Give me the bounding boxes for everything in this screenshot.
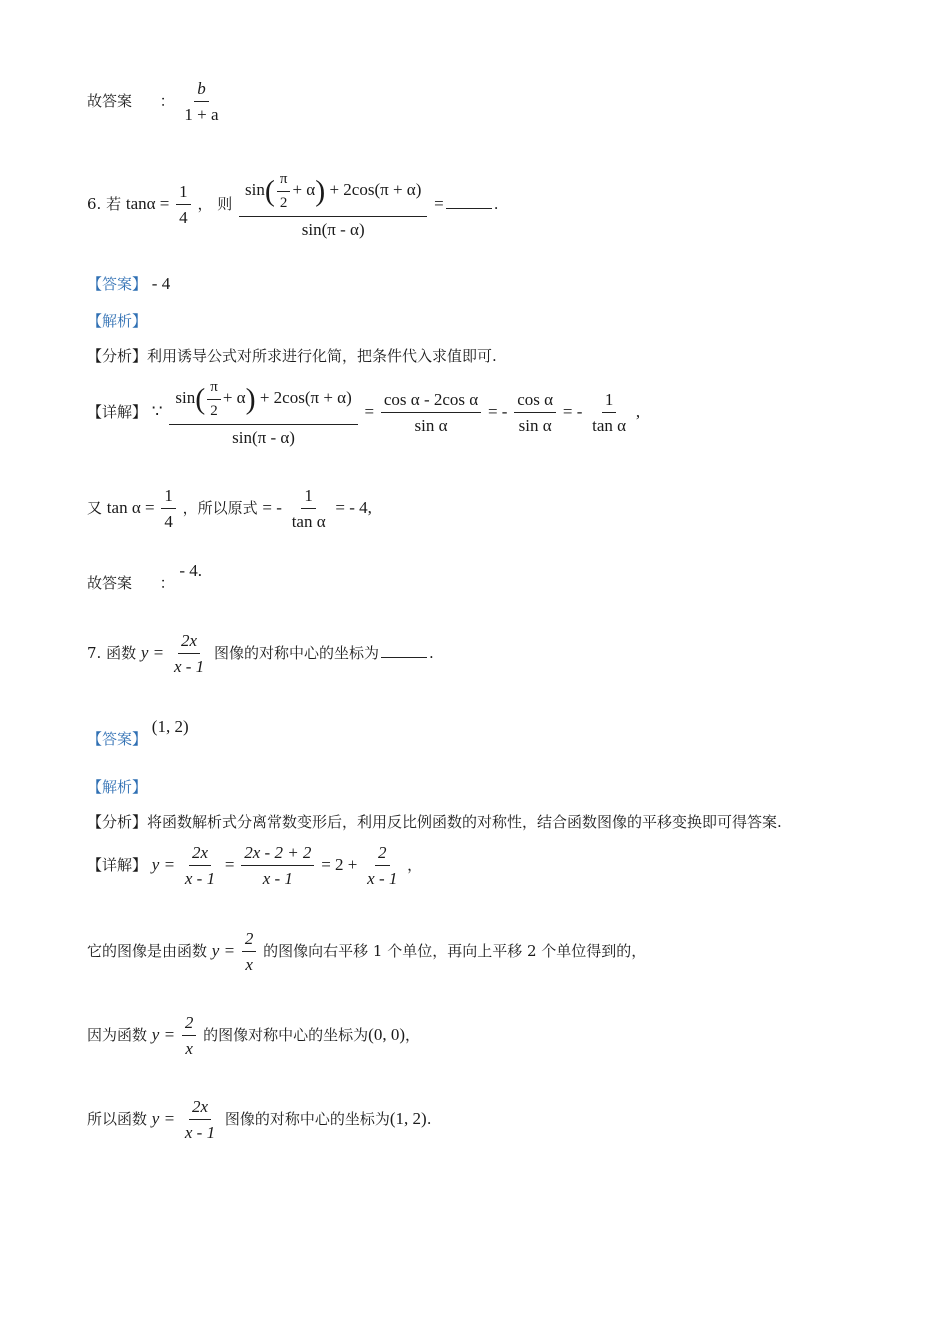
frac-num: 2x [178,630,200,654]
l3-pre: 所以函数 [87,1109,148,1128]
d-eq1: = [224,854,235,874]
frac-den: x - 1 [367,869,398,889]
frac-num: 2 [182,1012,197,1036]
l1-post: 的图像向右平移 1 个单位，再向上平移 2 个单位得到的， [263,941,647,960]
frac-num: 1 [161,485,176,509]
a7-line-1 [87,928,646,976]
a6-also-line [87,485,372,533]
a7-fenxi-line [87,811,782,832]
q7-lhs: y = [140,642,165,662]
l2-post: 的图像对称中心的坐标为 [203,1025,369,1044]
d-f3 [364,842,400,890]
a7-line-2 [87,1012,420,1060]
a6-analysis-line [87,310,147,331]
q7-end: . [428,643,434,662]
frac-den: sin α [518,416,552,436]
fenxi-tag: 【分析】 [87,347,148,365]
detail-tag: 【详解】 [87,402,148,421]
l2-pre: 因为函数 [87,1025,148,1044]
a6-f2 [381,389,481,437]
q7-fraction [171,630,207,678]
frac-num: 2 [375,842,390,866]
l2-lhs: y = [151,1024,176,1044]
q6-comma: ， [197,194,213,213]
frac-den: 2 [210,402,218,419]
q6-blank [446,194,492,209]
frac-num: 2x [189,1096,211,1120]
paren-close: ) [245,382,256,416]
frac-den: x [185,1039,193,1059]
l1-pre: 它的图像是由函数 [87,941,208,960]
a6-comma: , [635,401,641,421]
because-symbol: ∵ [151,401,163,421]
a6-answer-line [87,273,170,294]
frac-den: 4 [179,208,188,228]
prev-answer-fraction [181,78,221,126]
frac-den: 4 [164,512,173,532]
so-eq: = - [262,497,282,517]
analysis-tag: 【解析】 [87,312,148,330]
final-value: - 4. [179,561,203,580]
frac-den: x - 1 [184,1123,216,1143]
analysis-tag: 【解析】 [87,778,148,796]
l1-fraction [242,928,257,976]
f1-num [169,378,357,425]
answer-tag: 【答案】 [87,730,148,748]
frac-den: x - 1 [184,869,216,889]
question-6 [87,170,499,240]
eq2: = - [487,401,508,421]
frac-den: tan α [291,512,326,532]
prev-answer-label: 故答案 [87,91,133,110]
so-fraction [289,485,329,533]
l1-lhs: y = [211,940,236,960]
eq1: = [364,401,375,421]
frac-den: x [245,955,253,975]
d-f1 [182,842,218,890]
a6-f1 [169,378,357,448]
frac-num: 2x - 2 + 2 [241,842,314,866]
q6-expression [239,170,427,240]
a6-final-line [87,561,203,593]
a7-detail-line [87,842,422,890]
a7-answer-line [87,716,189,748]
frac-num: π [277,170,291,192]
fenxi-text: 将函数解析式分离常数变形后，利用反比例函数的对称性，结合函数图像的平移变换即可得答案. [147,813,782,831]
fenxi-text: 利用诱导公式对所求进行化简，把条件代入求值即可. [147,347,497,365]
q7-blank [381,643,427,658]
expr-plus-alpha: + α [292,180,316,200]
q6-end: . [493,194,499,213]
detail-tag: 【详解】 [87,855,148,874]
q6-eq: = [434,193,444,213]
l2-value: (0, 0) [368,1024,405,1044]
frac-den: x - 1 [262,869,293,889]
f1-sin: sin [175,388,196,408]
eq3: = - [562,401,583,421]
f1-plus-alpha: + α [222,388,246,408]
a6-f3 [514,389,556,437]
q7-text: 图像的对称中心的坐标为 [213,643,379,662]
frac-den: 2 [279,194,288,211]
q7-number: 7. 函数 [87,643,137,662]
also-lhs: tan α = [106,497,155,517]
q6-then: 则 [217,194,233,213]
q6-cond-fraction [176,181,191,229]
a7-analysis-line [87,776,147,797]
d-eq2: = 2 + [321,854,358,874]
q6-cond-lhs: tanα = [125,193,170,213]
l3-fraction [182,1096,218,1144]
expr-pi-frac [277,170,291,213]
a6-f4 [589,389,629,437]
frac-num: 2 [242,928,257,952]
frac-num: 2x [189,842,211,866]
a6-detail-line [87,378,640,448]
frac-den: 1 + a [184,105,219,125]
final-colon: ： [159,574,175,592]
so-text: ，所以原式 [182,498,258,517]
frac-num: cos α - 2cos α [381,389,481,413]
frac-den: tan α [592,416,627,436]
fenxi-tag: 【分析】 [87,813,148,831]
paren-close: ) [315,174,326,208]
frac-num: b [194,78,209,102]
expr-den: sin(π - α) [301,219,365,239]
f1-cos-term: + 2cos(π + α) [259,388,352,408]
question-7 [87,630,434,678]
d-lhs: y = [151,854,176,874]
frac-den: x - 1 [173,657,205,677]
paren-open: ( [195,382,206,416]
l3-lhs: y = [151,1108,176,1128]
answer-tag: 【答案】 [87,275,148,293]
l2-fraction [182,1012,197,1060]
frac-den: sin α [414,416,448,436]
f1-pi-frac [207,378,221,421]
paren-open: ( [264,174,275,208]
l3-end: . [426,1109,432,1128]
expr-sin: sin [245,180,265,200]
expr-cos-term: + 2cos(π + α) [329,180,422,200]
l3-value: (1, 2) [389,1108,427,1128]
final-label: 故答案 [87,574,133,592]
q6-number: 6. 若 [87,194,122,213]
prev-answer-colon: ： [159,91,175,110]
frac-num: 1 [301,485,316,509]
frac-num: 1 [176,181,191,205]
also-label: 又 [87,498,103,517]
also-fraction [161,485,176,533]
a6-fenxi-line [87,345,497,366]
a7-answer-value: (1, 2) [151,717,189,736]
prev-answer-line [87,78,224,126]
f1-den: sin(π - α) [232,427,295,447]
a7-line-3 [87,1096,431,1144]
d-comma: ， [407,855,423,874]
expr-num [239,170,427,217]
frac-num: 1 [602,389,617,413]
frac-num: π [207,378,221,400]
d-f2 [241,842,314,890]
so-result: = - 4, [335,497,372,517]
a6-answer-value: - 4 [151,274,171,293]
l2-end: ， [404,1025,420,1044]
l3-post: 图像的对称中心的坐标为 [224,1109,390,1128]
frac-num: cos α [514,389,556,413]
